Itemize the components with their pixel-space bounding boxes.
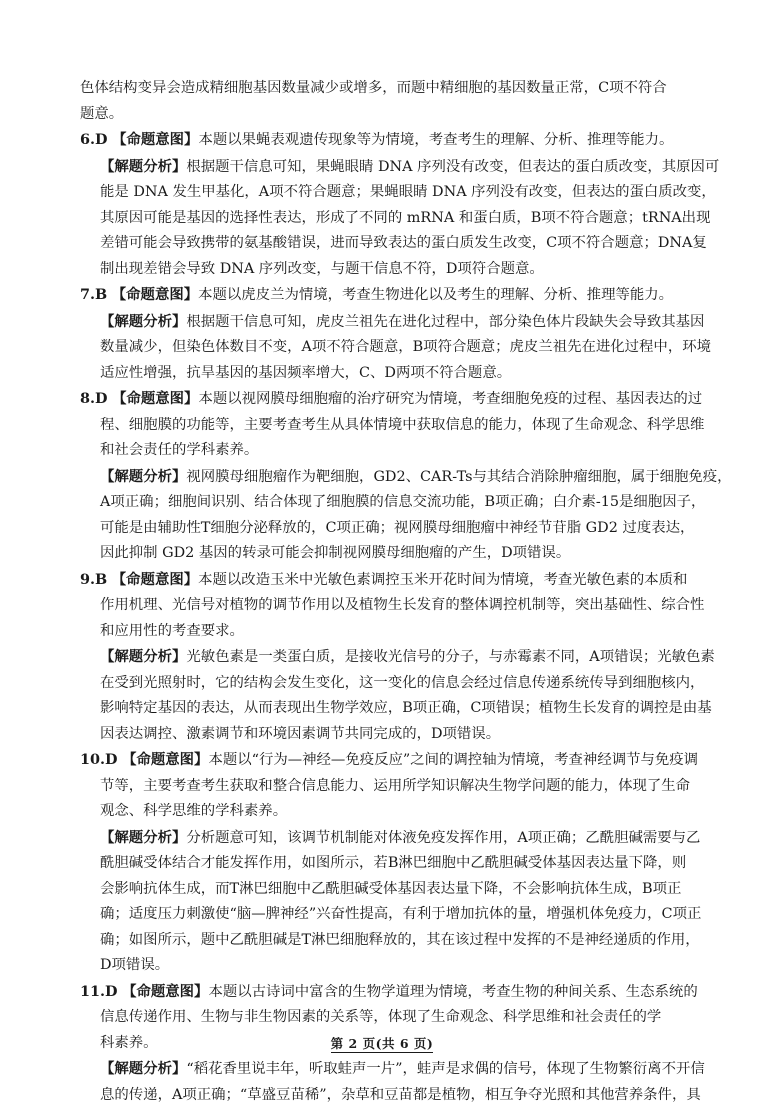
analysis-tag: 【解题分析】 bbox=[100, 313, 186, 330]
analysis-text: 光敏色素是一类蛋白质，是接收光信号的分子，与赤霉素不同，A项错误；光敏色素 bbox=[186, 649, 714, 665]
analysis-text: 因此抑制 GD2 基因的转录可能会抑制视网膜母细胞瘤的产生，D项错误。 bbox=[100, 545, 570, 561]
analysis-line bbox=[80, 851, 706, 877]
intent-text: 科素养。 bbox=[100, 1035, 158, 1051]
analysis-text: 确；适度压力刺激使“脑—脾神经”兴奋性提高，有利于增加抗体的量，增强机体免疫力，C项正 bbox=[100, 906, 701, 922]
analysis-text: “稻花香里说丰年，听取蛙声一片”，蛙声是求偶的信号，体现了生物繁衍离不开信 bbox=[186, 1061, 704, 1077]
intent-text: 本题以改造玉米中光敏色素调控玉米开花时间为情境，考查光敏色素的本质和 bbox=[198, 572, 687, 588]
answer-item bbox=[80, 747, 706, 979]
analysis-line bbox=[80, 490, 706, 516]
intent-line bbox=[80, 593, 706, 619]
intent-line bbox=[80, 799, 706, 825]
analysis-tag: 【解题分析】 bbox=[100, 648, 186, 665]
intent-tag: 【命题意图】 bbox=[122, 751, 208, 768]
analysis-text: 酰胆碱受体结合才能发挥作用，如图所示，若B淋巴细胞中乙酰胆碱受体基因表达量下降，则 bbox=[100, 855, 686, 871]
analysis-line bbox=[80, 1056, 706, 1083]
intent-line bbox=[80, 619, 706, 645]
intent-line bbox=[80, 282, 706, 309]
intent-text: 和应用性的考查要求。 bbox=[100, 623, 244, 639]
analysis-line bbox=[80, 825, 706, 852]
analysis-line bbox=[80, 541, 706, 567]
analysis-text: 根据题干信息可知，虎皮兰祖先在进化过程中，部分染色体片段缺失会导致其基因 bbox=[186, 314, 704, 330]
analysis-line bbox=[80, 231, 706, 257]
intent-text: 程、细胞膜的功能等，主要考查考生从具体情境中获取信息的能力，体现了生命观念、科学思维 bbox=[100, 417, 704, 433]
intent-tag: 【命题意图】 bbox=[112, 131, 198, 148]
analysis-line bbox=[80, 644, 706, 671]
analysis-text: 在受到光照射时，它的结构会发生变化，这一变化的信息会经过信息传递系统传导到细胞核内， bbox=[100, 675, 704, 691]
analysis-text: 可能是由辅助性T细胞分泌释放的，C项正确；视网膜母细胞瘤中神经节苷脂 GD2 过度表达， bbox=[100, 520, 694, 536]
intent-text: 本题以虎皮兰为情境，考查生物进化以及考生的理解、分析、推理等能力。 bbox=[198, 287, 673, 303]
intent-line bbox=[80, 774, 706, 800]
analysis-text: 会影响抗体生成，而T淋巴细胞中乙酰胆碱受体基因表达量下降，不会影响抗体生成，B项正 bbox=[100, 881, 681, 897]
answer-number: 6.D bbox=[80, 131, 108, 148]
analysis-line bbox=[80, 464, 706, 491]
analysis-line bbox=[80, 696, 706, 722]
page-number-label: 第 2 页(共 6 页) bbox=[331, 1036, 434, 1053]
analysis-line bbox=[80, 877, 706, 903]
analysis-line bbox=[80, 180, 706, 206]
answer-item bbox=[80, 567, 706, 748]
answer-item bbox=[80, 386, 706, 567]
answer-content bbox=[80, 76, 706, 1108]
analysis-text: 息的传递，A项正确；“草盛豆苗稀”，杂草和豆苗都是植物，相互争夺光照和其他营养条件，具 bbox=[100, 1087, 701, 1103]
intent-text: 观念、科学思维的学科素养。 bbox=[100, 803, 287, 819]
analysis-line bbox=[80, 928, 706, 954]
intent-text: 本题以“行为—神经—免疫反应”之间的调控轴为情境，考查神经调节与免疫调 bbox=[208, 752, 698, 768]
analysis-text: 差错可能会导致携带的氨基酸错误，进而导致表达的蛋白质发生改变，C项不符合题意；DNA复 bbox=[100, 235, 707, 251]
answer-item bbox=[80, 127, 706, 282]
intent-tag: 【命题意图】 bbox=[112, 390, 198, 407]
intent-line bbox=[80, 438, 706, 464]
intent-line bbox=[80, 979, 706, 1006]
intent-text: 和社会责任的学科素养。 bbox=[100, 442, 258, 458]
analysis-tag: 【解题分析】 bbox=[100, 158, 186, 175]
intent-line bbox=[80, 127, 706, 154]
analysis-text: 根据题干信息可知，果蝇眼睛 DNA 序列没有改变，但表达的蛋白质改变，其原因可 bbox=[186, 159, 719, 175]
intent-text: 节等，主要考查考生获取和整合信息能力、运用所学知识解决生物学问题的能力，体现了生命 bbox=[100, 778, 690, 794]
answer-number: 10.D bbox=[80, 751, 118, 768]
analysis-text: 确；如图所示，题中乙酰胆碱是T淋巴细胞释放的，其在该过程中发挥的不是神经递质的作用， bbox=[100, 932, 700, 948]
intent-tag: 【命题意图】 bbox=[112, 571, 198, 588]
analysis-line bbox=[80, 671, 706, 697]
intent-line bbox=[80, 413, 706, 439]
analysis-line bbox=[80, 902, 706, 928]
intent-text: 本题以果蝇表观遗传现象等为情境，考查考生的理解、分析、推理等能力。 bbox=[198, 132, 673, 148]
analysis-tag: 【解题分析】 bbox=[100, 1060, 186, 1077]
analysis-line bbox=[80, 953, 706, 979]
analysis-line bbox=[80, 335, 706, 361]
analysis-text: 制出现差错会导致 DNA 序列改变，与题干信息不符，D项符合题意。 bbox=[100, 261, 544, 277]
analysis-line bbox=[80, 257, 706, 283]
analysis-line bbox=[80, 206, 706, 232]
answer-number: 11.D bbox=[80, 983, 118, 1000]
analysis-text: A项正确；细胞间识别、结合体现了细胞膜的信息交流功能，B项正确；白介素-15是细胞因子， bbox=[100, 494, 705, 510]
analysis-text: 适应性增强，抗旱基因的基因频率增大，C、D两项不符合题意。 bbox=[100, 365, 511, 381]
intent-line bbox=[80, 747, 706, 774]
intent-tag: 【命题意图】 bbox=[112, 286, 198, 303]
answer-item bbox=[80, 282, 706, 386]
intent-text: 信息传递作用、生物与非生物因素的关系等，体现了生命观念、科学思维和社会责任的学 bbox=[100, 1009, 661, 1025]
analysis-line bbox=[80, 516, 706, 542]
analysis-text: 视网膜母细胞瘤作为靶细胞，GD2、CAR-Ts与其结合消除肿瘤细胞，属于细胞免疫， bbox=[186, 469, 731, 485]
answer-number: 9.B bbox=[80, 571, 107, 588]
intent-text: 作用机理、光信号对植物的调节作用以及植物生长发育的整体调控机制等，突出基础性、综合性 bbox=[100, 597, 704, 613]
analysis-line bbox=[80, 309, 706, 336]
analysis-text: 能是 DNA 发生甲基化，A项不符合题意；果蝇眼睛 DNA 序列没有改变，但表达的蛋白质改变， bbox=[100, 184, 716, 200]
analysis-text: D项错误。 bbox=[100, 957, 169, 973]
analysis-line bbox=[80, 1083, 706, 1108]
intro-line: 题意。 bbox=[80, 102, 706, 128]
analysis-text: 数量减少，但染色体数目不变，A项不符合题意，B项符合题意；虎皮兰祖先在进化过程中，环境 bbox=[100, 339, 711, 355]
analysis-tag: 【解题分析】 bbox=[100, 829, 186, 846]
intent-text: 本题以视网膜母细胞瘤的治疗研究为情境，考查细胞免疫的过程、基因表达的过 bbox=[198, 391, 702, 407]
intent-line bbox=[80, 1005, 706, 1031]
analysis-text: 影响特定基因的表达，从而表现出生物学效应，B项正确，C项错误；植物生长发育的调控是由基 bbox=[100, 700, 712, 716]
analysis-text: 分析题意可知，该调节机制能对体液免疫发挥作用，A项正确；乙酰胆碱需要与乙 bbox=[186, 830, 700, 846]
analysis-text: 其原因可能是基因的选择性表达，形成了不同的 mRNA 和蛋白质，B项不符合题意；tRNA出现 bbox=[100, 210, 710, 226]
analysis-line bbox=[80, 361, 706, 387]
analysis-text: 因表达调控、激素调节和环境因素调节共同完成的，D项错误。 bbox=[100, 726, 500, 742]
answer-number: 8.D bbox=[80, 390, 108, 407]
analysis-line bbox=[80, 722, 706, 748]
intent-text: 本题以古诗词中富含的生物学道理为情境，考查生物的种间关系、生态系统的 bbox=[208, 984, 697, 1000]
analysis-tag: 【解题分析】 bbox=[100, 468, 186, 485]
intro-line: 色体结构变异会造成精细胞基因数量减少或增多，而题中精细胞的基因数量正常，C项不符合 bbox=[80, 76, 706, 102]
answer-number: 7.B bbox=[80, 286, 107, 303]
intent-line bbox=[80, 386, 706, 413]
page-footer bbox=[0, 1034, 764, 1052]
intro-paragraph bbox=[80, 76, 706, 127]
intent-line bbox=[80, 567, 706, 594]
intent-tag: 【命题意图】 bbox=[122, 983, 208, 1000]
analysis-line bbox=[80, 154, 706, 181]
